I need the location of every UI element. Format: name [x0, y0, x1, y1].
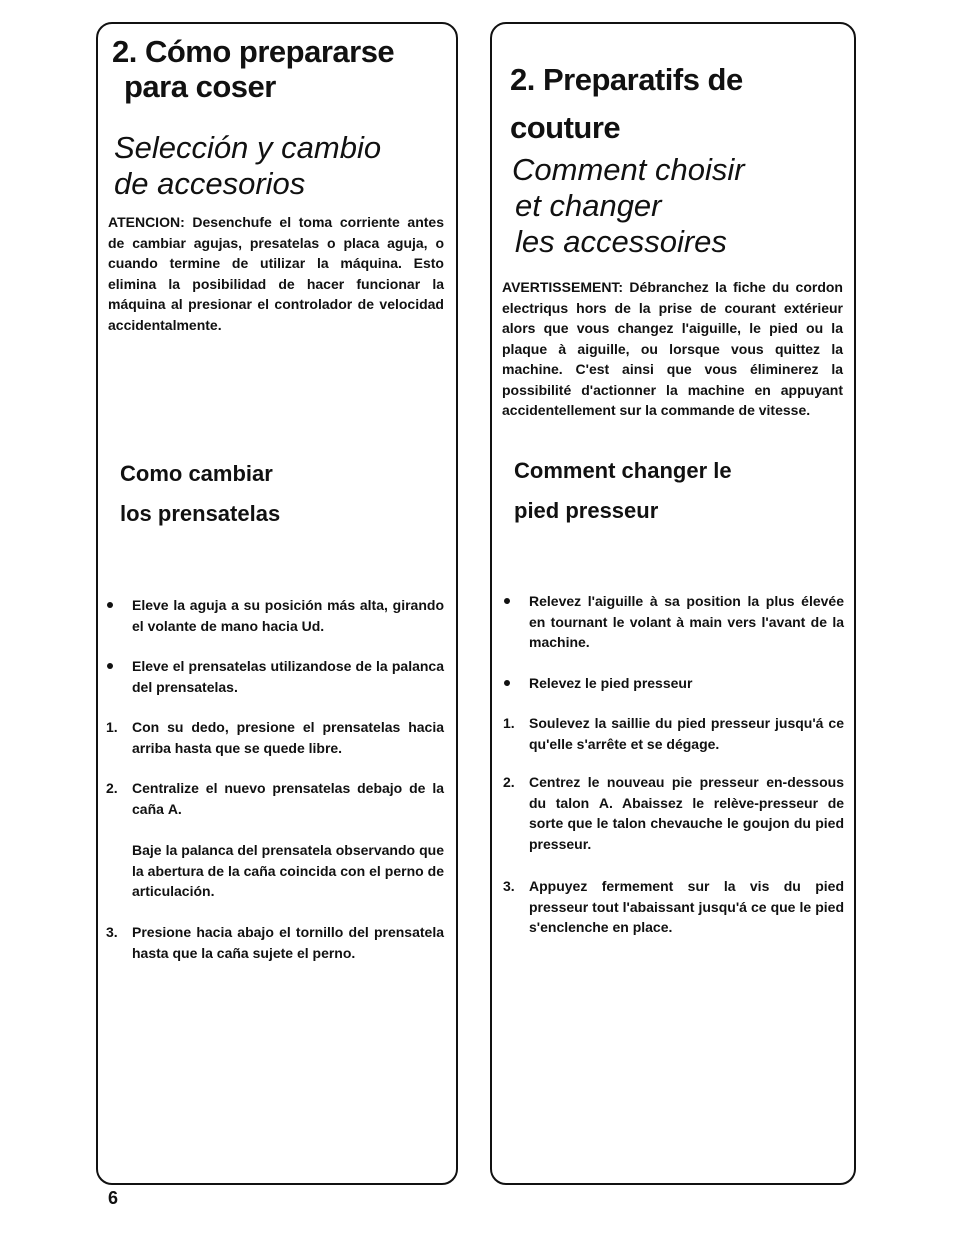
warning-label: AVERTISSEMENT: — [502, 279, 624, 295]
list-item: Eleve el prensatelas utilizandose de la palanca del prensatelas. — [132, 656, 444, 697]
list-item: Relevez le pied presseur — [529, 673, 844, 694]
list-item: 2. Centrez le nouveau pie presseur en-dessous du talon A. Abaissez le relève-presseur de sorte que le talon chevauche le goujon du pied presseur. — [503, 774, 845, 852]
list-item: Baje la palanca del prensatela observando que la abertura de la caña coincida con el perno de articulación. — [132, 842, 444, 899]
warning-label: ATENCION: — [108, 214, 185, 230]
french-subtitle: Comment choisir et changer les accessoires — [512, 152, 745, 259]
list-item: 1. Con su dedo, presione el prensatelas hacia arriba hasta que se quede libre. — [106, 719, 444, 756]
list-item: 3. Presione hacia abajo el tornillo del prensatela hasta que la caña sujete el perno. — [106, 924, 444, 961]
french-section-title: Comment changer le pied presseur — [514, 458, 732, 523]
bullet-icon — [504, 680, 510, 686]
spanish-warning — [108, 212, 444, 335]
list-item: 2. Centralize el nuevo prensatelas debajo de la caña A. — [106, 780, 444, 817]
list-item: 3. Appuyez fermement sur la vis du pied presseur tout l'abaissant jusqu'á ce que le pied s'enclenche en place. — [503, 878, 844, 935]
list-item: 1. Soulevez la saillie du pied presseur jusqu'á ce qu'elle s'arrête et se dégage. — [503, 715, 844, 752]
list-item: Eleve la aguja a su posición más alta, girando el volante de mano hacia Ud. — [132, 595, 444, 636]
warning-text: Desenchufe el toma corriente antes de cambiar agujas, presatelas o placa aguja, o cuando termine de utilizar la máquina. Esto elimina la posibilidad de hacer funcionar la máquina al presionar el controlador de velocidad accidentalmente. — [108, 214, 445, 333]
spanish-title: 2. Cómo prepararse para coser — [112, 34, 395, 104]
bullet-icon — [107, 663, 113, 669]
list-item: Relevez l'aiguille à sa position la plus élevée en tournant le volant à main vers l'avant de la machine. — [529, 591, 844, 653]
french-warning — [502, 277, 843, 421]
bullet-icon — [504, 598, 510, 604]
bullet-icon — [107, 602, 113, 608]
spanish-subtitle: Selección y cambio de accesorios — [114, 130, 382, 201]
french-title: 2. Preparatifs de couture — [510, 62, 743, 145]
spanish-section-title: Como cambiar los prensatelas — [120, 461, 281, 526]
page-number: 6 — [108, 1188, 119, 1208]
warning-text: Débranchez la fiche du cordon electriqus hors de la prise de courant extérieur alors que vous changez l'aiguille, le pied ou la plaque à aiguille, ou lorsque vous quittez la machine. C'est ainsi que vous éliminerez la possibilité d'actionner la machine en appuyant accidentellement sur la commande de vitesse. — [502, 279, 843, 418]
